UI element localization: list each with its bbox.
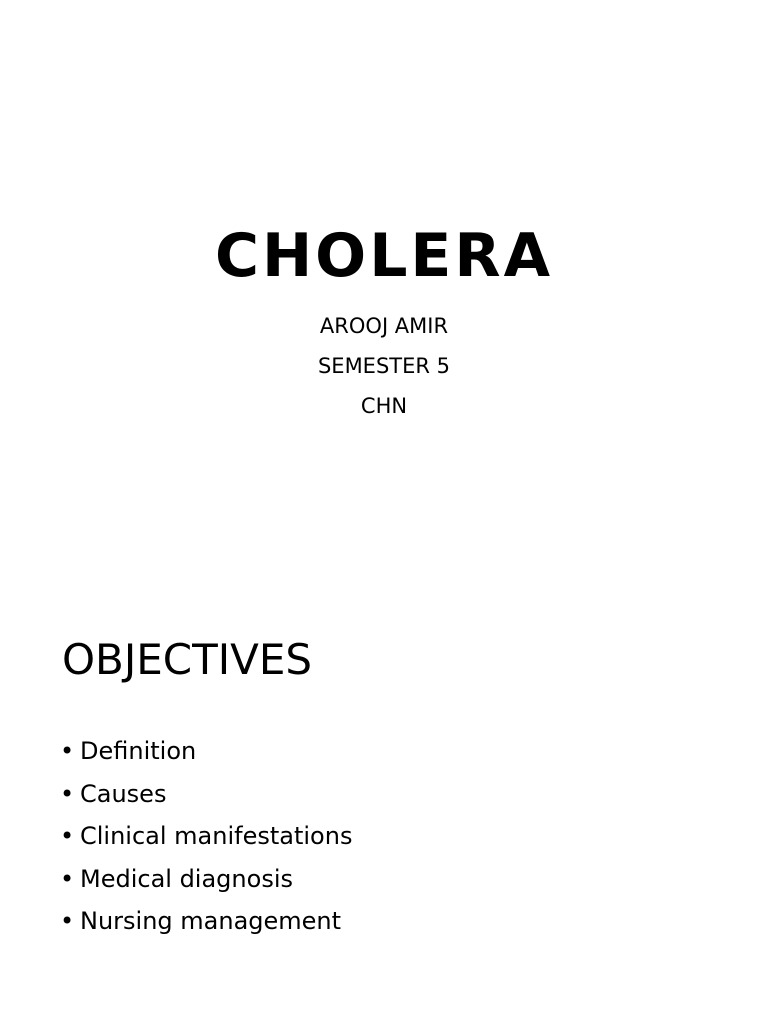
list-item-label: Nursing management	[80, 907, 342, 935]
list-item	[60, 900, 352, 943]
slide-title: CHOLERA	[214, 221, 554, 291]
list-item-label: Medical diagnosis	[80, 864, 293, 893]
objectives-heading: OBJECTIVES	[62, 635, 313, 684]
list-item-label: Causes	[80, 779, 167, 808]
bullet-icon: •	[60, 737, 75, 765]
list-item	[60, 815, 352, 858]
list-item	[60, 773, 352, 816]
objectives-list	[60, 730, 352, 943]
bullet-icon: •	[60, 864, 75, 893]
list-item-label: Clinical manifestations	[80, 822, 353, 850]
semester-label: SEMESTER 5	[317, 354, 451, 378]
course-label: CHN	[360, 394, 408, 418]
bullet-icon: •	[60, 779, 75, 808]
list-item-label: Definition	[80, 737, 197, 765]
bullet-icon: •	[60, 907, 75, 935]
list-item	[60, 730, 352, 773]
subtitle-block	[0, 306, 768, 426]
bullet-icon: •	[60, 822, 75, 850]
author-name: AROOJ AMIR	[319, 314, 449, 338]
objectives-slide	[0, 512, 768, 1024]
list-item	[60, 858, 352, 901]
